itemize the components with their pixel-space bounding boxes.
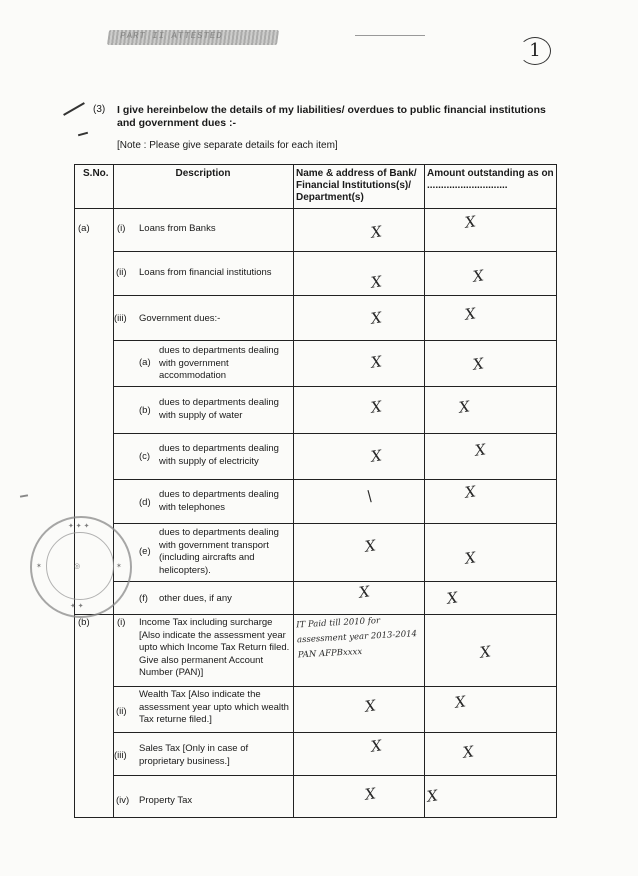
handwritten-cross: X xyxy=(363,696,377,716)
row-divider xyxy=(113,732,556,733)
row-label: dues to departments dealing with government transport (including aircrafts and helicopters). xyxy=(159,527,279,576)
handwritten-cross: X xyxy=(363,536,377,556)
row-divider xyxy=(75,614,556,615)
handwritten-cross: X xyxy=(369,397,383,417)
row-marker: (i) xyxy=(117,223,126,234)
row-marker: (iv) xyxy=(116,795,130,806)
row-divider xyxy=(113,386,556,387)
header-sno: S.No. xyxy=(83,168,109,179)
row-divider xyxy=(113,295,556,296)
handwritten-cross: X xyxy=(369,736,383,756)
handwritten-cross: X xyxy=(445,588,459,608)
official-seal xyxy=(30,516,132,618)
handwritten-cross: X xyxy=(369,222,383,242)
handwritten-cross: X xyxy=(463,548,477,568)
row-label: Wealth Tax [Also indicate the assessment year upto which wealth Tax returne filed.] xyxy=(139,689,289,725)
row-marker: (i) xyxy=(117,617,126,628)
header-bank: Name & address of Bank/ Financial Institutions(s)/ Department(s) xyxy=(296,168,417,203)
header-amount: Amount outstanding as on ............................. xyxy=(427,168,554,191)
row-sno: (a) xyxy=(78,223,90,234)
handwritten-cross: X xyxy=(471,354,485,374)
row-divider xyxy=(113,251,556,252)
handwritten-note xyxy=(296,612,426,664)
handwritten-cross: X xyxy=(463,304,477,324)
row-marker: (c) xyxy=(139,451,151,462)
handwritten-cross: X xyxy=(471,266,485,286)
row-marker: (ii) xyxy=(116,267,127,278)
handwritten-line: IT Paid till 2010 for xyxy=(296,615,381,631)
row-divider xyxy=(113,686,556,687)
seal-mark: ✶ xyxy=(116,563,122,570)
handwritten-cross: X xyxy=(461,742,475,762)
row-marker: (b) xyxy=(139,405,151,416)
seal-mark: ✦ ✦ ✦ xyxy=(68,523,90,530)
col-divider xyxy=(293,165,294,817)
row-divider xyxy=(113,340,556,341)
top-stamp xyxy=(107,30,279,45)
scan-line xyxy=(355,35,425,36)
row-marker: (e) xyxy=(139,546,151,557)
handwritten-cross: X xyxy=(425,786,439,806)
row-divider xyxy=(113,523,556,524)
handwritten-cross: X xyxy=(478,642,492,662)
row-label: Sales Tax [Only in case of proprietary business.] xyxy=(139,743,249,767)
row-marker: (iii) xyxy=(114,313,127,324)
row-label: Government dues:- xyxy=(139,313,221,324)
pen-mark xyxy=(78,132,88,137)
row-sno: (b) xyxy=(78,617,90,628)
row-divider xyxy=(113,433,556,434)
handwritten-cross: X xyxy=(453,692,467,712)
handwritten-cross: X xyxy=(369,446,383,466)
seal-mark: ✶ xyxy=(36,563,42,570)
handwritten-stroke: \ xyxy=(365,486,374,506)
row-label: dues to departments dealing with supply of water xyxy=(159,397,279,421)
row-marker: (ii) xyxy=(116,706,127,717)
row-label: Income Tax including surcharge [Also indicate the assessment year upto which Income Tax Return filed. Give also permanent Account Number (PAN)] xyxy=(139,617,290,678)
handwritten-cross: X xyxy=(473,440,487,460)
handwritten-cross: X xyxy=(363,784,377,804)
handwritten-line: PAN AFPBxxxx xyxy=(297,646,363,661)
row-marker: (a) xyxy=(139,357,151,368)
col-divider xyxy=(424,165,425,817)
row-divider xyxy=(113,581,556,582)
row-marker: (iii) xyxy=(114,750,127,761)
liabilities-table xyxy=(74,164,557,818)
row-label: other dues, if any xyxy=(159,593,232,604)
stamp-text: PART II ATTESTED xyxy=(119,31,224,41)
handwritten-cross: X xyxy=(369,272,383,292)
row-divider xyxy=(75,208,556,209)
row-label: dues to departments dealing with supply of electricity xyxy=(159,443,279,467)
row-divider xyxy=(113,479,556,480)
handwritten-cross: X xyxy=(463,482,477,502)
row-divider xyxy=(113,775,556,776)
pen-mark xyxy=(20,494,28,497)
handwritten-cross: X xyxy=(463,212,477,232)
pen-mark xyxy=(63,102,85,116)
handwritten-cross: X xyxy=(369,308,383,328)
section-intro: I give hereinbelow the details of my liabilities/ overdues to public financial institutions and government dues :- xyxy=(117,104,546,129)
row-label: Property Tax xyxy=(139,795,193,806)
row-label: Loans from Banks xyxy=(139,223,216,234)
item-number: (3) xyxy=(93,104,106,115)
row-marker: (f) xyxy=(139,593,148,604)
seal-mark: ◎ xyxy=(74,563,81,570)
section-note: [Note : Please give separate details for each item] xyxy=(117,140,338,151)
page-number: 1 xyxy=(519,37,551,65)
handwritten-cross: X xyxy=(357,582,371,602)
row-label: dues to departments dealing with telephones xyxy=(159,489,279,513)
handwritten-cross: X xyxy=(369,352,383,372)
row-marker: (d) xyxy=(139,497,151,508)
col-divider xyxy=(113,165,114,817)
header-description: Description xyxy=(175,168,231,179)
row-label: dues to departments dealing with government accommodation xyxy=(159,345,279,381)
handwritten-line: assessment year 2013-2014 xyxy=(296,629,418,646)
seal-mark: ✦ ✦ xyxy=(70,603,84,610)
row-label: Loans from financial institutions xyxy=(139,267,272,278)
handwritten-cross: X xyxy=(457,397,471,417)
